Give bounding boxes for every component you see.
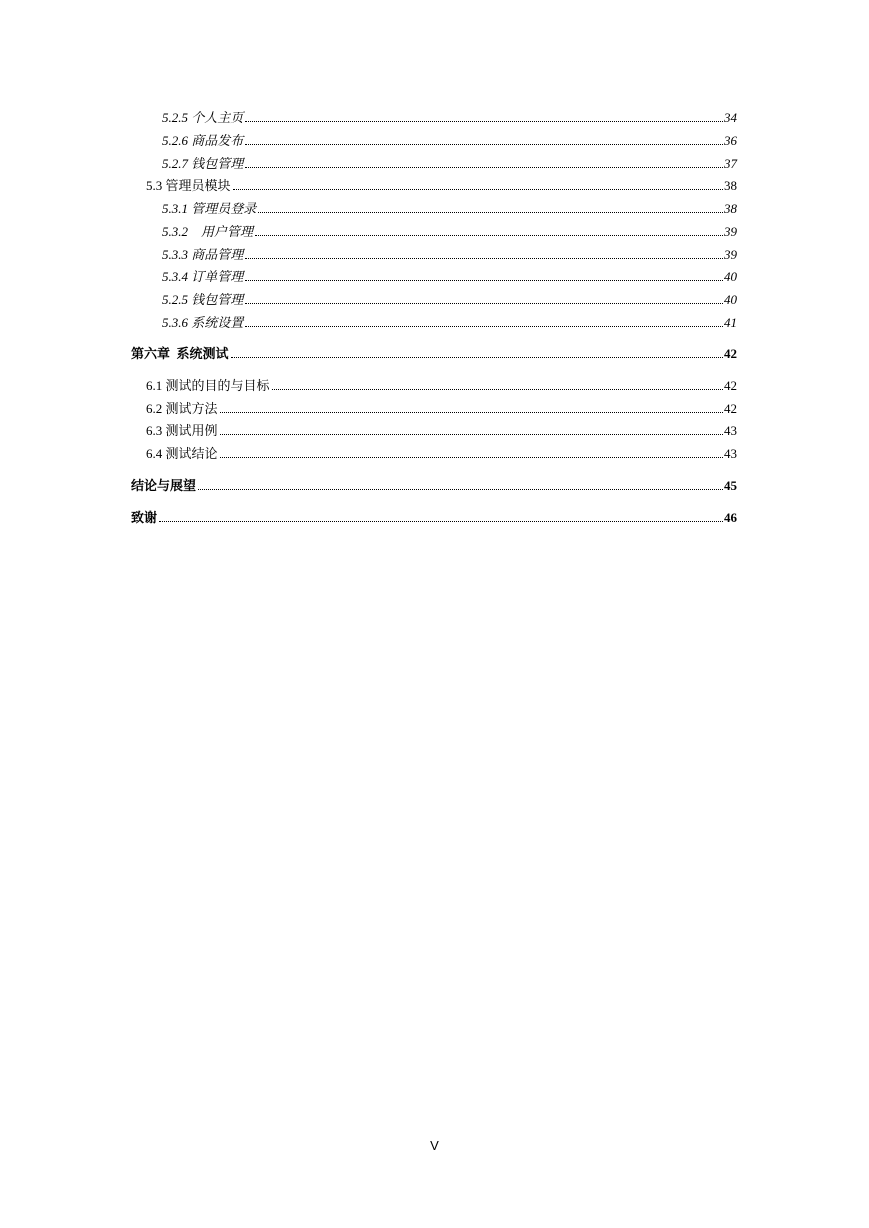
toc-entry-page: 38 (724, 201, 737, 216)
dot-leader (245, 166, 723, 168)
toc-chapter-entry[interactable] (131, 474, 737, 494)
dot-leader (245, 325, 723, 327)
toc-entry-page: 42 (724, 346, 737, 361)
toc-entry[interactable] (162, 311, 737, 331)
toc-entry-title: 结论与展望 (131, 478, 197, 493)
toc-entry-page: 40 (724, 269, 737, 284)
toc-entry-page: 43 (724, 446, 737, 461)
toc-entry-title: 6.3 测试用例 (146, 423, 218, 438)
toc-entry-title: 5.3.3 商品管理 (162, 247, 244, 262)
toc-entry[interactable] (162, 265, 737, 285)
toc-entry-page: 37 (724, 156, 737, 171)
toc-chapter-entry[interactable] (131, 506, 737, 526)
toc-entry[interactable] (162, 106, 737, 126)
toc-entry-page: 43 (724, 423, 737, 438)
toc-entry[interactable] (162, 129, 737, 149)
dot-leader (258, 211, 723, 213)
toc-entry[interactable] (146, 374, 737, 394)
dot-leader (245, 257, 723, 259)
dot-leader (159, 520, 723, 522)
toc-entry-page: 34 (724, 110, 737, 125)
dot-leader (245, 120, 723, 122)
toc-entry-title: 5.3 管理员模块 (146, 178, 231, 193)
toc-entry-page: 39 (724, 247, 737, 262)
toc-entry[interactable] (162, 220, 737, 240)
toc-entry[interactable] (162, 288, 737, 308)
toc-entry[interactable] (162, 243, 737, 263)
page-number: V (430, 1138, 439, 1153)
dot-leader (255, 234, 723, 236)
toc-entry-title: 5.2.5 个人主页 (162, 110, 244, 125)
toc-entry-title: 5.3.6 系统设置 (162, 315, 244, 330)
dot-leader (272, 388, 723, 390)
toc-entry[interactable] (162, 152, 737, 172)
toc-entry-page: 45 (724, 478, 737, 493)
toc-entry-title: 5.3.2 用户管理 (162, 224, 254, 239)
dot-leader (245, 143, 723, 145)
toc-entry-title: 6.1 测试的目的与目标 (146, 378, 270, 393)
toc-entry-title: 第六章 系统测试 (131, 346, 229, 361)
dot-leader (233, 188, 723, 190)
toc-entry-page: 36 (724, 133, 737, 148)
toc-entry-page: 46 (724, 510, 737, 525)
toc-entry-page: 40 (724, 292, 737, 307)
dot-leader (220, 456, 723, 458)
toc-entry-page: 42 (724, 401, 737, 416)
dot-leader (245, 279, 723, 281)
dot-leader (220, 411, 723, 413)
dot-leader (231, 356, 723, 358)
dot-leader (245, 302, 723, 304)
toc-entry-page: 42 (724, 378, 737, 393)
toc-entry[interactable] (146, 419, 737, 439)
toc-entry-title: 6.2 测试方法 (146, 401, 218, 416)
toc-entry-title: 5.2.5 钱包管理 (162, 292, 244, 307)
toc-entry-title: 致谢 (131, 510, 158, 525)
dot-leader (220, 433, 723, 435)
toc-entry-title: 6.4 测试结论 (146, 446, 218, 461)
toc-entry-page: 39 (724, 224, 737, 239)
dot-leader (198, 488, 723, 490)
toc-entry-title: 5.2.7 钱包管理 (162, 156, 244, 171)
toc-entry-page: 41 (724, 315, 737, 330)
toc-chapter-entry[interactable] (131, 342, 737, 362)
toc-entry[interactable] (146, 442, 737, 462)
toc-entry-title: 5.3.1 管理员登录 (162, 201, 257, 216)
toc-entry[interactable] (146, 174, 737, 194)
toc-entry[interactable] (146, 397, 737, 417)
toc-entry[interactable] (162, 197, 737, 217)
toc-entry-title: 5.2.6 商品发布 (162, 133, 244, 148)
toc-entry-page: 38 (724, 178, 737, 193)
toc-entry-title: 5.3.4 订单管理 (162, 269, 244, 284)
